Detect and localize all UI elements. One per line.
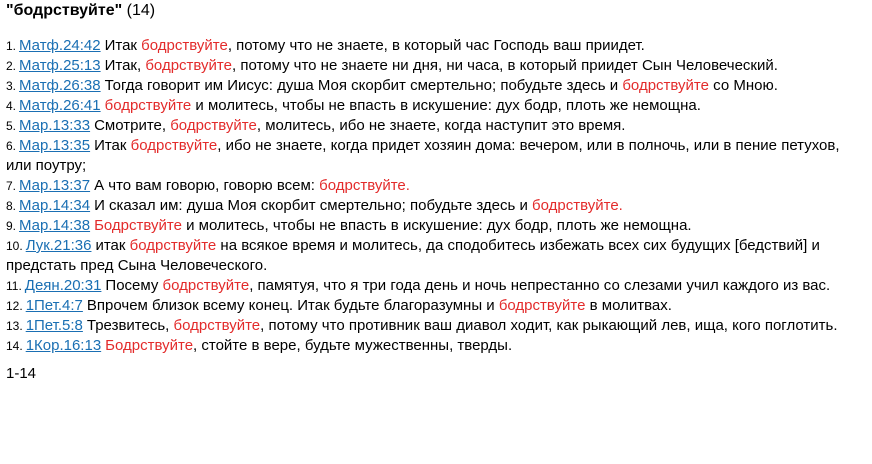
- verse-text: , потому что противник ваш диавол ходит, как рыкающий лев, ища, кого поглотить.: [260, 317, 838, 334]
- verse-reference-link[interactable]: Мар.14:38: [19, 217, 91, 234]
- list-item: [6, 96, 866, 116]
- result-number: 3.: [6, 79, 17, 93]
- verse-text: , молитесь, ибо не знаете, когда наступит это время.: [256, 117, 626, 134]
- list-item: [6, 196, 866, 216]
- list-item: [6, 36, 866, 56]
- list-item: [6, 76, 866, 96]
- search-query: "бодрствуйте": [6, 2, 123, 19]
- verse-text: Впрочем близок всему конец. Итак будьте благоразумны и: [86, 297, 499, 314]
- verse-reference-link[interactable]: Мар.13:37: [19, 177, 91, 194]
- highlighted-term: бодрствуйте: [104, 97, 192, 114]
- verse-reference-link[interactable]: Мар.13:35: [19, 137, 91, 154]
- pagination-range: 1-14: [6, 365, 37, 382]
- list-item: [6, 276, 866, 296]
- result-count: (14): [126, 2, 156, 19]
- verse-text: на всякое время и молитесь, да сподобитесь избежать всех сих будущих [бедствий] и предстать пред Сына Человеческого.: [6, 237, 820, 274]
- results-list: [6, 36, 866, 356]
- verse-text: и молитесь, чтобы не впасть в искушение: дух бодр, плоть же немощна.: [191, 97, 701, 114]
- list-item: [6, 296, 866, 316]
- search-header: [6, 0, 866, 24]
- list-item: [6, 316, 866, 336]
- result-number: 6.: [6, 139, 17, 153]
- verse-text: и молитесь, чтобы не впасть в искушение: дух бодр, плоть же немощна.: [181, 217, 692, 234]
- verse-text: Итак: [94, 137, 131, 154]
- result-number: 9.: [6, 219, 17, 233]
- verse-text: А что вам говорю, говорю всем:: [94, 177, 320, 194]
- verse-text: Тогда говорит им Иисус: душа Моя скорбит смертельно; побудьте здесь и: [104, 77, 623, 94]
- verse-text: со Мною.: [708, 77, 778, 94]
- result-number: 2.: [6, 59, 17, 73]
- list-item: [6, 336, 866, 356]
- verse-text: , стойте в вере, будьте мужественны, тверды.: [193, 337, 513, 354]
- verse-text: , памятуя, что я три года день и ночь непрестанно со слезами учил каждого из вас.: [249, 277, 831, 294]
- verse-text: , ибо не знаете, когда придет хозяин дома: вечером, или в полночь, или в пение петухов, или поутру;: [6, 137, 840, 174]
- highlighted-term: бодрствуйте.: [319, 177, 410, 194]
- verse-reference-link[interactable]: 1Кор.16:13: [25, 337, 102, 354]
- verse-reference-link[interactable]: 1Пет.4:7: [25, 297, 83, 314]
- result-number: 13.: [6, 319, 23, 333]
- result-number: 4.: [6, 99, 17, 113]
- list-item: [6, 216, 866, 236]
- verse-reference-link[interactable]: Матф.26:38: [19, 77, 101, 94]
- verse-reference-link[interactable]: Матф.24:42: [19, 37, 101, 54]
- verse-reference-link[interactable]: Мар.14:34: [19, 197, 91, 214]
- highlighted-term: бодрствуйте: [162, 277, 250, 294]
- highlighted-term: бодрствуйте: [141, 37, 228, 54]
- verse-text: , потому что не знаете ни дня, ни часа, в который приидет Сын Человеческий.: [231, 57, 778, 74]
- highlighted-term: бодрствуйте: [173, 317, 261, 334]
- verse-text: , потому что не знаете, в который час Господь ваш приидет.: [227, 37, 645, 54]
- highlighted-term: бодрствуйте: [145, 57, 232, 74]
- verse-text: Смотрите,: [94, 117, 171, 134]
- verse-text: И сказал им: душа Моя скорбит смертельно; побудьте здесь и: [94, 197, 533, 214]
- highlighted-term: бодрствуйте: [130, 137, 218, 154]
- verse-text: Посему: [105, 277, 163, 294]
- result-number: 5.: [6, 119, 17, 133]
- highlighted-term: бодрствуйте: [498, 297, 586, 314]
- highlighted-term: Бодрствуйте: [94, 217, 182, 234]
- verse-reference-link[interactable]: Деян.20:31: [24, 277, 102, 294]
- verse-reference-link[interactable]: Лук.21:36: [25, 237, 92, 254]
- result-number: 7.: [6, 179, 17, 193]
- verse-reference-link[interactable]: Матф.25:13: [19, 57, 101, 74]
- list-item: [6, 176, 866, 196]
- result-number: 14.: [6, 339, 23, 353]
- list-item: [6, 56, 866, 76]
- highlighted-term: Бодрствуйте: [105, 337, 194, 354]
- highlighted-term: бодрствуйте: [622, 77, 709, 94]
- highlighted-term: бодрствуйте.: [532, 197, 623, 214]
- verse-reference-link[interactable]: Матф.26:41: [19, 97, 101, 114]
- result-number: 1.: [6, 39, 17, 53]
- result-number: 11.: [6, 279, 22, 293]
- list-item: [6, 236, 866, 276]
- highlighted-term: бодрствуйте: [129, 237, 217, 254]
- result-number: 8.: [6, 199, 17, 213]
- verse-reference-link[interactable]: 1Пет.5:8: [25, 317, 83, 334]
- verse-text: Трезвитесь,: [86, 317, 174, 334]
- list-item: [6, 116, 866, 136]
- verse-text: Итак: [104, 37, 142, 54]
- verse-text: итак: [95, 237, 130, 254]
- verse-reference-link[interactable]: Мар.13:33: [19, 117, 91, 134]
- highlighted-term: бодрствуйте: [170, 117, 257, 134]
- result-number: 10.: [6, 239, 23, 253]
- list-item: [6, 136, 866, 176]
- verse-text: Итак,: [104, 57, 146, 74]
- verse-text: в молитвах.: [585, 297, 672, 314]
- result-number: 12.: [6, 299, 23, 313]
